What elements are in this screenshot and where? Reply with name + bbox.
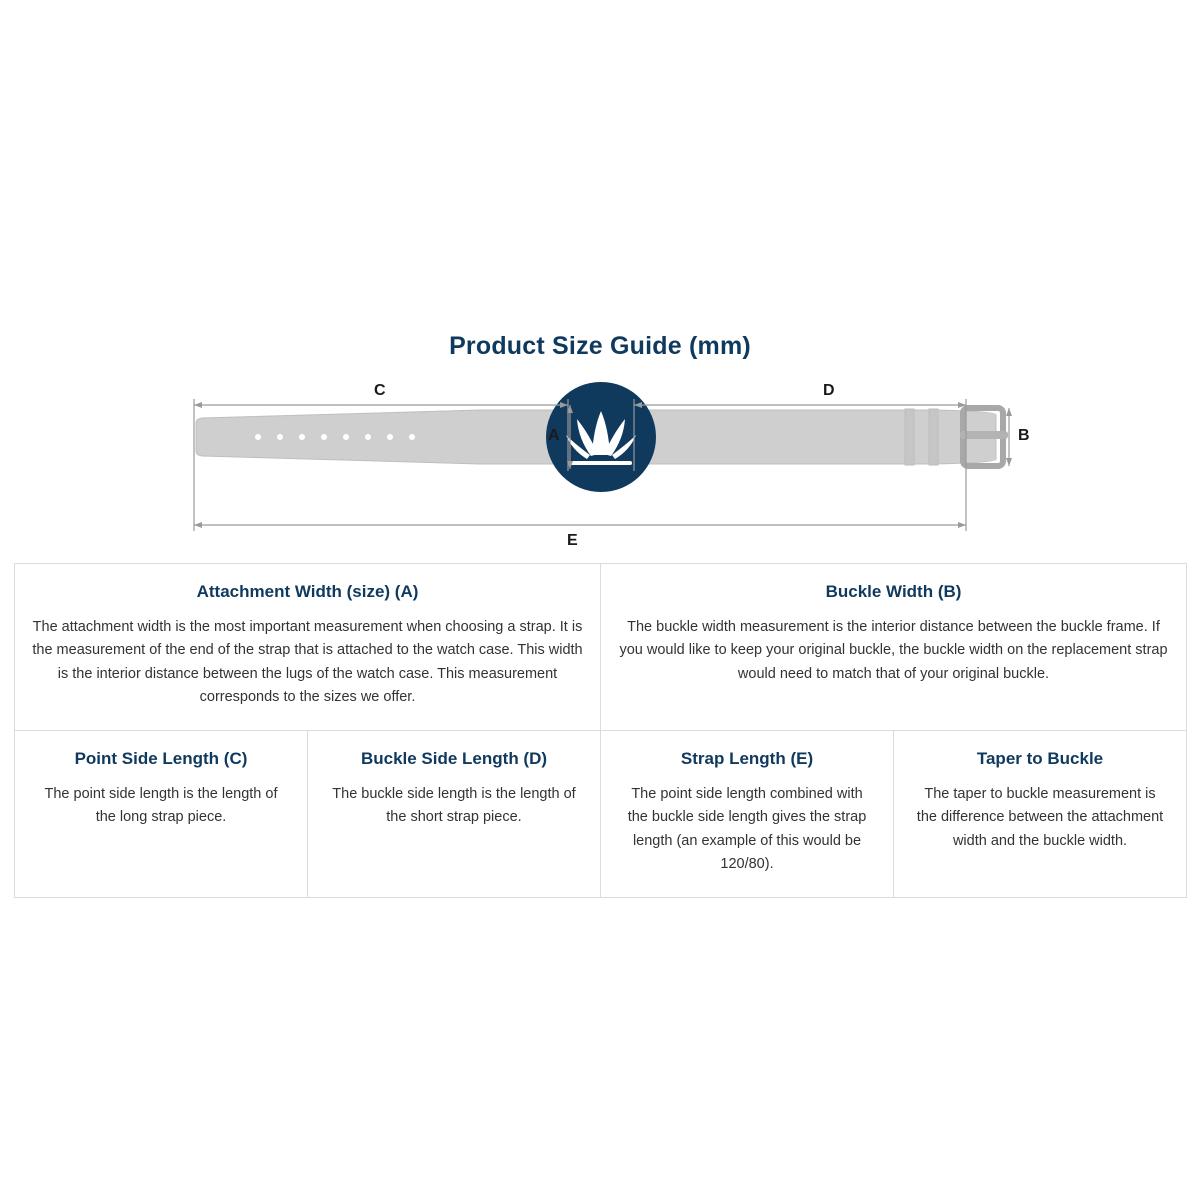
cell-heading: Point Side Length (C) xyxy=(74,748,248,768)
dimension-label-e: E xyxy=(567,532,578,549)
strap-hole xyxy=(343,434,349,440)
table-row xyxy=(15,564,1187,731)
dimension-label-b: B xyxy=(1018,427,1030,444)
dimension-label-c: C xyxy=(374,382,386,399)
dimension-label-a: A xyxy=(548,427,560,444)
buckle-tongue xyxy=(960,431,1008,439)
page-title: Product Size Guide (mm) xyxy=(449,332,751,360)
watch-strap-measurement-diagram xyxy=(0,375,1200,560)
strap-point-side xyxy=(196,410,560,464)
cell-taper-to-buckle xyxy=(894,731,1187,898)
measurement-definitions-table xyxy=(14,563,1187,898)
strap-hole xyxy=(321,434,327,440)
cell-point-side-length xyxy=(15,731,308,898)
cell-heading: Attachment Width (size) (A) xyxy=(196,582,419,601)
strap-hole xyxy=(387,434,393,440)
cell-heading: Strap Length (E) xyxy=(680,748,814,768)
table-row xyxy=(15,731,1187,898)
cell-heading: Buckle Width (B) xyxy=(825,582,962,601)
strap-keeper-loop xyxy=(929,409,938,465)
dimension-label-d: D xyxy=(823,382,835,399)
cell-buckle-side-length xyxy=(308,731,601,898)
strap-hole xyxy=(365,434,371,440)
cell-body: The point side length is the length of the long strap piece. xyxy=(44,785,278,826)
cell-strap-length xyxy=(601,731,894,898)
cell-heading: Taper to Buckle xyxy=(976,748,1104,768)
cell-body: The taper to buckle measurement is the difference between the attachment width and the buckle width. xyxy=(916,785,1164,849)
cell-body: The attachment width is the most important measurement when choosing a strap. It is the measurement of the end of the strap that is attached to the watch case. This width is the interior distance between the lugs of the watch case. This measurement corresponds to the sizes we offer. xyxy=(32,619,583,706)
strap-hole xyxy=(409,434,415,440)
strap-keeper-loop xyxy=(905,409,914,465)
strap-hole xyxy=(277,434,283,440)
strap-buckle-side xyxy=(642,410,996,464)
cell-body: The buckle width measurement is the interior distance between the buckle frame. If you would like to keep your original buckle, the buckle width on the replacement strap would need to match that of your original buckle. xyxy=(619,619,1168,682)
strap-hole xyxy=(299,434,305,440)
cell-heading: Buckle Side Length (D) xyxy=(360,748,548,768)
cell-attachment-width xyxy=(15,564,601,731)
strap-illustration xyxy=(0,375,1200,560)
cell-buckle-width xyxy=(601,564,1187,731)
cell-body: The point side length combined with the buckle side length gives the strap length (an example of this would be 120/80). xyxy=(627,785,867,873)
cell-body: The buckle side length is the length of the short strap piece. xyxy=(332,785,576,826)
strap-hole xyxy=(255,434,261,440)
